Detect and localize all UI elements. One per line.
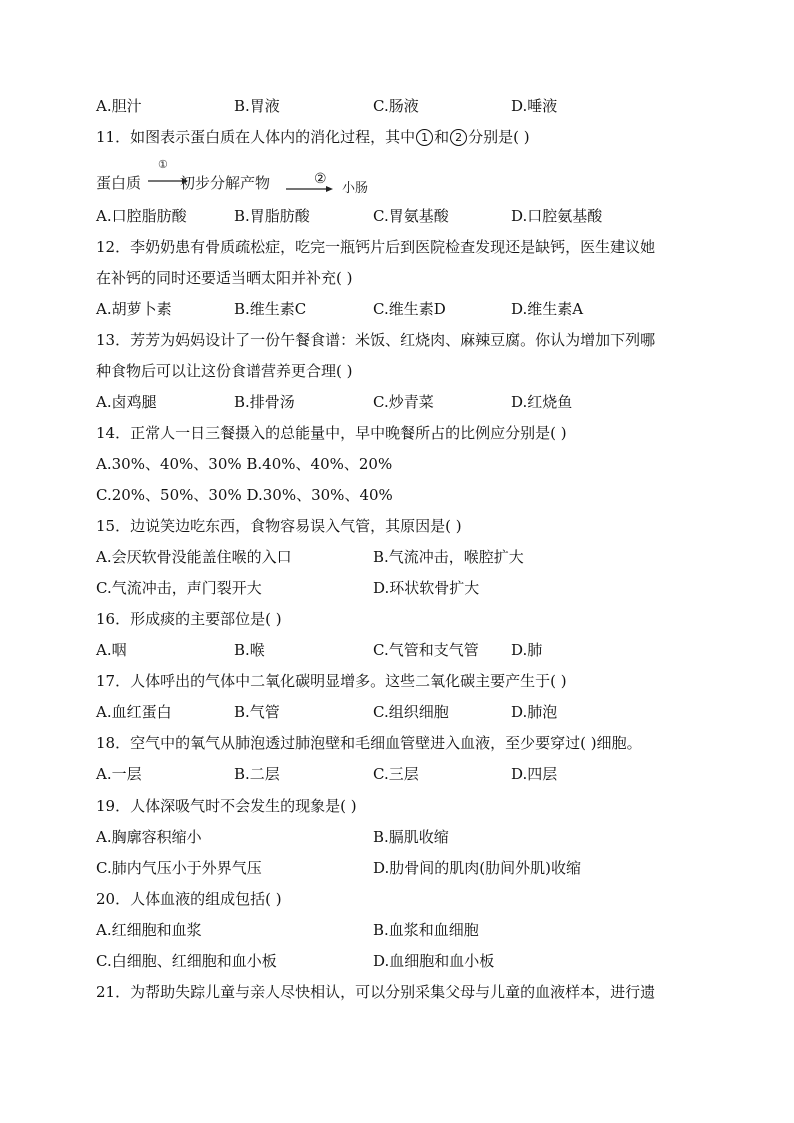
- q17-option-a: A.血红蛋白: [96, 703, 172, 721]
- q15-option-b: B.气流冲击，喉腔扩大: [373, 548, 524, 566]
- q12-option-c: C.维生素D: [373, 300, 446, 318]
- q14-options-line1: A.30%、40%、30% B.40%、40%、20%: [96, 455, 393, 473]
- q19-options-row2: [96, 857, 716, 879]
- q15-options-row2: [96, 577, 716, 599]
- q15-option-a: A.会厌软骨没能盖住喉的入口: [96, 548, 292, 566]
- q18-option-d: D.四层: [511, 765, 558, 783]
- q18-question: 18．空气中的氧气从肺泡透过肺泡壁和毛细血管壁进入血液，至少要穿过( )细胞。: [96, 734, 642, 752]
- q20-options-row1: [96, 919, 716, 941]
- q17-question: 17．人体呼出的气体中二氧化碳明显增多。这些二氧化碳主要产生于( ): [96, 672, 567, 690]
- q15-option-d: D.环状软骨扩大: [373, 579, 480, 597]
- q11-option-d: D.口腔氨基酸: [511, 207, 603, 225]
- q13-option-b: B.排骨汤: [234, 393, 295, 411]
- q12-option-a: A.胡萝卜素: [96, 300, 172, 318]
- q17-options: [96, 701, 716, 723]
- q20-option-a: A.红细胞和血浆: [96, 921, 202, 939]
- q12-options: [96, 298, 716, 320]
- q13-option-c: C.炒青菜: [373, 393, 434, 411]
- q16-options: [96, 639, 716, 661]
- q10-option-c: C.肠液: [373, 97, 419, 115]
- q18-options: [96, 763, 716, 785]
- q20-option-b: B.血浆和血细胞: [373, 921, 479, 939]
- diagram-step1: ①: [158, 158, 168, 171]
- q16-option-d: D.肺: [511, 641, 543, 659]
- q11-option-b: B.胃脂肪酸: [234, 207, 310, 225]
- q12-option-d: D.维生素A: [511, 300, 584, 318]
- diagram-start: 蛋白质: [96, 174, 142, 192]
- q16-option-a: A.咽: [96, 641, 127, 659]
- q15-question: 15．边说笑边吃东西，食物容易误入气管，其原因是( ): [96, 517, 462, 535]
- q13-question-line2: 种食物后可以让这份食谱营养更合理( ): [96, 362, 353, 380]
- q16-option-c: C.气管和支气管: [373, 641, 479, 659]
- circled-number-2: 2: [450, 129, 467, 146]
- q16-option-b: B.喉: [234, 641, 265, 659]
- q14-question: 14．正常人一日三餐摄入的总能量中，早中晚餐所占的比例应分别是( ): [96, 424, 567, 442]
- q10-option-a: A.胆汁: [96, 97, 142, 115]
- q10-option-b: B.胃液: [234, 97, 280, 115]
- q20-question: 20．人体血液的组成包括( ): [96, 890, 282, 908]
- q11-option-c: C.胃氨基酸: [373, 207, 449, 225]
- q13-options: [96, 391, 716, 413]
- q19-question: 19．人体深吸气时不会发生的现象是( ): [96, 797, 357, 815]
- q13-option-a: A.卤鸡腿: [96, 393, 157, 411]
- q19-option-a: A.胸廓容积缩小: [96, 828, 202, 846]
- q12-question-line1: 12．李奶奶患有骨质疏松症，吃完一瓶钙片后到医院检查发现还是缺钙，医生建议她: [96, 238, 656, 256]
- q18-option-a: A.一层: [96, 765, 142, 783]
- q16-question: 16．形成痰的主要部位是( ): [96, 610, 282, 628]
- q17-option-b: B.气管: [234, 703, 280, 721]
- q20-options-row2: [96, 950, 716, 972]
- q15-options-row1: [96, 546, 716, 568]
- q18-option-b: B.二层: [234, 765, 280, 783]
- q19-option-b: B.膈肌收缩: [373, 828, 449, 846]
- q15-option-c: C.气流冲击，声门裂开大: [96, 579, 262, 597]
- q11-option-a: A.口腔脂肪酸: [96, 207, 187, 225]
- q20-option-d: D.血细胞和血小板: [373, 952, 495, 970]
- q10-options: [96, 95, 716, 117]
- q19-options-row1: [96, 826, 716, 848]
- circled-number-1: 1: [416, 129, 433, 146]
- q20-option-c: C.白细胞、红细胞和血小板: [96, 952, 277, 970]
- diagram-end: 小肠: [342, 181, 369, 196]
- q11-question: 11．如图表示蛋白质在人体内的消化过程，其中 1 和 2 分别是( ): [96, 128, 530, 146]
- q21-question: 21．为帮助失踪儿童与亲人尽快相认，可以分别采集父母与儿童的血液样本，进行遗: [96, 983, 656, 1001]
- q13-option-d: D.红烧鱼: [511, 393, 573, 411]
- q13-question-line1: 13．芳芳为妈妈设计了一份午餐食谱：米饭、红烧肉、麻辣豆腐。你认为增加下列哪: [96, 331, 656, 349]
- q19-option-d: D.肋骨间的肌肉(肋间外肌)收缩: [373, 859, 581, 877]
- q14-options-line2: C.20%、50%、30% D.30%、30%、40%: [96, 486, 393, 504]
- q10-option-d: D.唾液: [511, 97, 558, 115]
- q12-question-line2: 在补钙的同时还要适当晒太阳并补充( ): [96, 269, 353, 287]
- q12-option-b: B.维生素C: [234, 300, 307, 318]
- protein-digestion-diagram: [96, 158, 416, 194]
- q19-option-c: C.肺内气压小于外界气压: [96, 859, 262, 877]
- q17-option-c: C.组织细胞: [373, 703, 449, 721]
- diagram-middle: 初步分解产物: [180, 174, 271, 192]
- q11-options: [96, 205, 716, 227]
- q18-option-c: C.三层: [373, 765, 419, 783]
- diagram-step2: ②: [314, 171, 327, 187]
- q17-option-d: D.肺泡: [511, 703, 558, 721]
